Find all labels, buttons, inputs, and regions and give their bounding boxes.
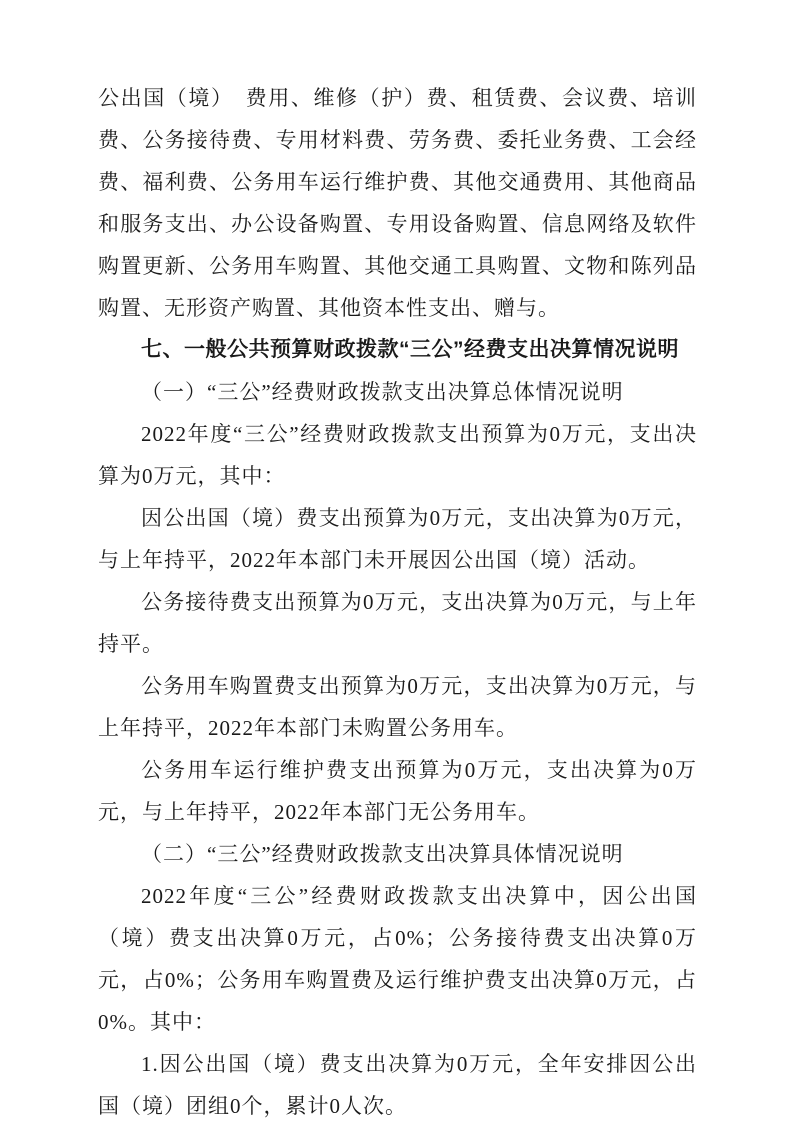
subheading-two-specific: （二）“三公”经费财政拨款支出决算具体情况说明 <box>141 842 624 866</box>
heading-section-seven: 七、一般公共预算财政拨款“三公”经费支出决算情况说明 <box>141 338 679 361</box>
para-overall-budget-vs-final: 2022年度“三公”经费财政拨款支出预算为0万元，支出决算为0万元，其中： <box>98 422 697 488</box>
document-body <box>98 77 697 1122</box>
para-expense-categories-continuation: 公出国（境） 费用、维修（护）费、租赁费、会议费、培训费、公务接待费、专用材料费、劳务费、委托业务费、工会经费、福利费、公务用车运行维护费、其他交通费用、其他商品和服务支出、办公设备购置、专用设备购置、信息网络及软件购置更新、公务用车购置、其他交通工具购置、文物和陈列品购置、无形资产购置、其他资本性支出、赠与。 <box>98 86 697 320</box>
subheading-one-overall: （一）“三公”经费财政拨款支出决算总体情况说明 <box>141 380 624 404</box>
para-specific-breakdown: 2022年度“三公”经费财政拨款支出决算中，因公出国（境）费支出决算0万元，占0%；公务接待费支出决算0万元，占0%；公务用车购置费及运行维护费支出决算0万元，占0%。其中： <box>98 884 697 1034</box>
para-item1-abroad-detail: 1.因公出国（境）费支出决算为0万元，全年安排因公出国（境）团组0个，累计0人次。 <box>98 1052 697 1118</box>
para-vehicle-purchase-expense: 公务用车购置费支出预算为0万元，支出决算为0万元，与上年持平，2022年本部门未购置公务用车。 <box>98 674 697 740</box>
para-vehicle-maintenance-expense: 公务用车运行维护费支出预算为0万元，支出决算为0万元，与上年持平，2022年本部门无公务用车。 <box>98 758 697 824</box>
para-official-reception-expense: 公务接待费支出预算为0万元，支出决算为0万元，与上年持平。 <box>98 590 697 656</box>
para-abroad-expense: 因公出国（境）费支出预算为0万元，支出决算为0万元，与上年持平，2022年本部门未开展因公出国（境）活动。 <box>98 506 697 572</box>
